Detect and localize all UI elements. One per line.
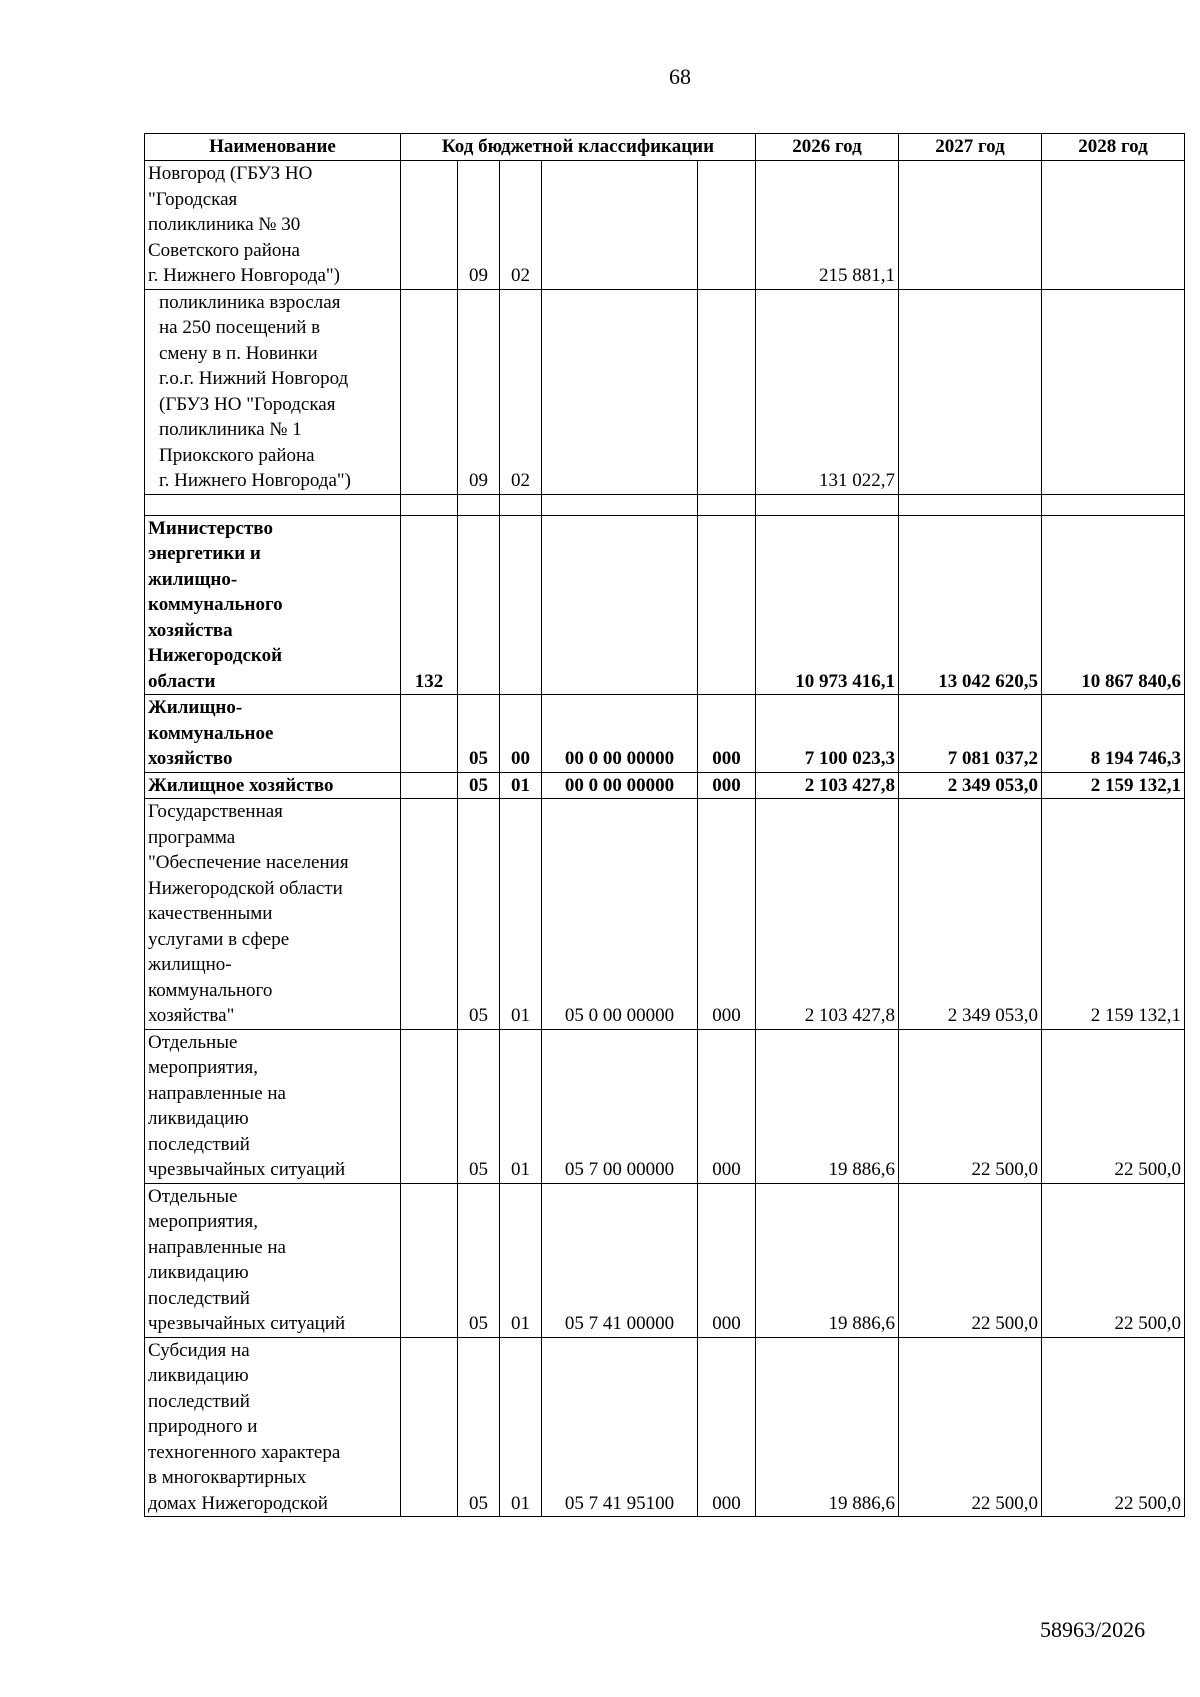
cell-section: 05: [458, 1029, 500, 1183]
cell-name: Отдельные мероприятия, направленные на ликвидацию последствий чрезвычайных ситуаций: [145, 1029, 401, 1183]
cell-name: Отдельные мероприятия, направленные на ликвидацию последствий чрезвычайных ситуаций: [145, 1183, 401, 1337]
cell-2026: 131 022,7: [756, 289, 899, 494]
document-id: 58963/2026: [1040, 1617, 1146, 1642]
cell-expense-type: 000: [698, 695, 756, 773]
cell-2028: [1042, 494, 1185, 515]
cell-section: [458, 494, 500, 515]
cell-2026: 2 103 427,8: [756, 772, 899, 799]
cell-section: 05: [458, 1183, 500, 1337]
table-row: [145, 1029, 1185, 1183]
cell-2027: 2 349 053,0: [899, 772, 1042, 799]
cell-ministry-code: [401, 1029, 458, 1183]
cell-ministry-code: [401, 772, 458, 799]
cell-ministry-code: [401, 289, 458, 494]
table-row: [145, 1183, 1185, 1337]
cell-ministry-code: [401, 161, 458, 290]
cell-subsection: [500, 494, 542, 515]
cell-2026: 19 886,6: [756, 1029, 899, 1183]
cell-ministry-code: [401, 1183, 458, 1337]
cell-expense-type: 000: [698, 799, 756, 1030]
cell-2027: [899, 494, 1042, 515]
table-header-row: [145, 134, 1185, 161]
header-2028: 2028 год: [1042, 134, 1185, 161]
cell-2028: 10 867 840,6: [1042, 515, 1185, 695]
cell-2028: 8 194 746,3: [1042, 695, 1185, 773]
cell-target-article: [542, 289, 698, 494]
cell-2028: [1042, 161, 1185, 290]
table-row: [145, 494, 1185, 515]
cell-target-article: 05 7 41 95100: [542, 1337, 698, 1517]
cell-name: Жилищное хозяйство: [145, 772, 401, 799]
cell-target-article: [542, 494, 698, 515]
page-number: 68: [669, 64, 691, 89]
table-row: [145, 1337, 1185, 1517]
cell-target-article: 05 0 00 00000: [542, 799, 698, 1030]
cell-2026: 215 881,1: [756, 161, 899, 290]
header-2027: 2027 год: [899, 134, 1042, 161]
cell-2028: 22 500,0: [1042, 1029, 1185, 1183]
cell-name: Министерство энергетики и жилищно- коммунального хозяйства Нижегородской области: [145, 515, 401, 695]
cell-subsection: 02: [500, 161, 542, 290]
cell-2028: 22 500,0: [1042, 1183, 1185, 1337]
cell-subsection: 00: [500, 695, 542, 773]
budget-table: [144, 133, 1185, 1517]
cell-2026: 19 886,6: [756, 1337, 899, 1517]
table-row: [145, 161, 1185, 290]
table-row: [145, 515, 1185, 695]
cell-2027: 22 500,0: [899, 1337, 1042, 1517]
cell-2026: 7 100 023,3: [756, 695, 899, 773]
header-2026: 2026 год: [756, 134, 899, 161]
cell-2027: 22 500,0: [899, 1183, 1042, 1337]
cell-section: 05: [458, 1337, 500, 1517]
cell-target-article: [542, 161, 698, 290]
cell-subsection: 01: [500, 1337, 542, 1517]
cell-section: [458, 515, 500, 695]
cell-target-article: 00 0 00 00000: [542, 695, 698, 773]
cell-section: 05: [458, 772, 500, 799]
cell-2027: 2 349 053,0: [899, 799, 1042, 1030]
cell-2027: [899, 289, 1042, 494]
cell-2028: [1042, 289, 1185, 494]
cell-ministry-code: [401, 799, 458, 1030]
cell-expense-type: 000: [698, 1337, 756, 1517]
cell-section: 05: [458, 695, 500, 773]
table-row: [145, 289, 1185, 494]
cell-2026: 10 973 416,1: [756, 515, 899, 695]
cell-2026: [756, 494, 899, 515]
cell-name: [145, 494, 401, 515]
cell-ministry-code: [401, 494, 458, 515]
cell-target-article: 05 7 00 00000: [542, 1029, 698, 1183]
cell-2028: 2 159 132,1: [1042, 772, 1185, 799]
cell-ministry-code: [401, 695, 458, 773]
cell-expense-type: [698, 289, 756, 494]
cell-expense-type: [698, 515, 756, 695]
header-name: Наименование: [145, 134, 401, 161]
cell-target-article: 00 0 00 00000: [542, 772, 698, 799]
cell-subsection: 01: [500, 799, 542, 1030]
cell-expense-type: 000: [698, 1029, 756, 1183]
cell-expense-type: [698, 494, 756, 515]
cell-2027: 7 081 037,2: [899, 695, 1042, 773]
cell-ministry-code: 132: [401, 515, 458, 695]
cell-name: поликлиника взрослая на 250 посещений в смену в п. Новинки г.о.г. Нижний Новгород (ГБУЗ НО "Городская поликлиника № 1 Приокского района г. Нижнего Новгорода"): [145, 289, 401, 494]
cell-section: 09: [458, 289, 500, 494]
cell-subsection: 01: [500, 1029, 542, 1183]
cell-2026: 19 886,6: [756, 1183, 899, 1337]
cell-subsection: 01: [500, 1183, 542, 1337]
cell-ministry-code: [401, 1337, 458, 1517]
cell-2028: 22 500,0: [1042, 1337, 1185, 1517]
cell-subsection: [500, 515, 542, 695]
table-row: [145, 772, 1185, 799]
cell-name: Новгород (ГБУЗ НО "Городская поликлиника № 30 Советского района г. Нижнего Новгорода"): [145, 161, 401, 290]
table-row: [145, 695, 1185, 773]
cell-2027: [899, 161, 1042, 290]
cell-subsection: 02: [500, 289, 542, 494]
cell-expense-type: 000: [698, 772, 756, 799]
cell-name: Субсидия на ликвидацию последствий природного и техногенного характера в многоквартирных домах Нижегородской: [145, 1337, 401, 1517]
cell-target-article: 05 7 41 00000: [542, 1183, 698, 1337]
cell-section: 09: [458, 161, 500, 290]
header-code: Код бюджетной классификации: [401, 134, 756, 161]
cell-2027: 22 500,0: [899, 1029, 1042, 1183]
table-row: [145, 799, 1185, 1030]
cell-subsection: 01: [500, 772, 542, 799]
cell-expense-type: 000: [698, 1183, 756, 1337]
cell-2028: 2 159 132,1: [1042, 799, 1185, 1030]
cell-section: 05: [458, 799, 500, 1030]
cell-2027: 13 042 620,5: [899, 515, 1042, 695]
cell-name: Государственная программа "Обеспечение населения Нижегородской области качественными услугами в сфере жилищно- коммунального хозяйства": [145, 799, 401, 1030]
cell-expense-type: [698, 161, 756, 290]
cell-2026: 2 103 427,8: [756, 799, 899, 1030]
cell-target-article: [542, 515, 698, 695]
cell-name: Жилищно- коммунальное хозяйство: [145, 695, 401, 773]
